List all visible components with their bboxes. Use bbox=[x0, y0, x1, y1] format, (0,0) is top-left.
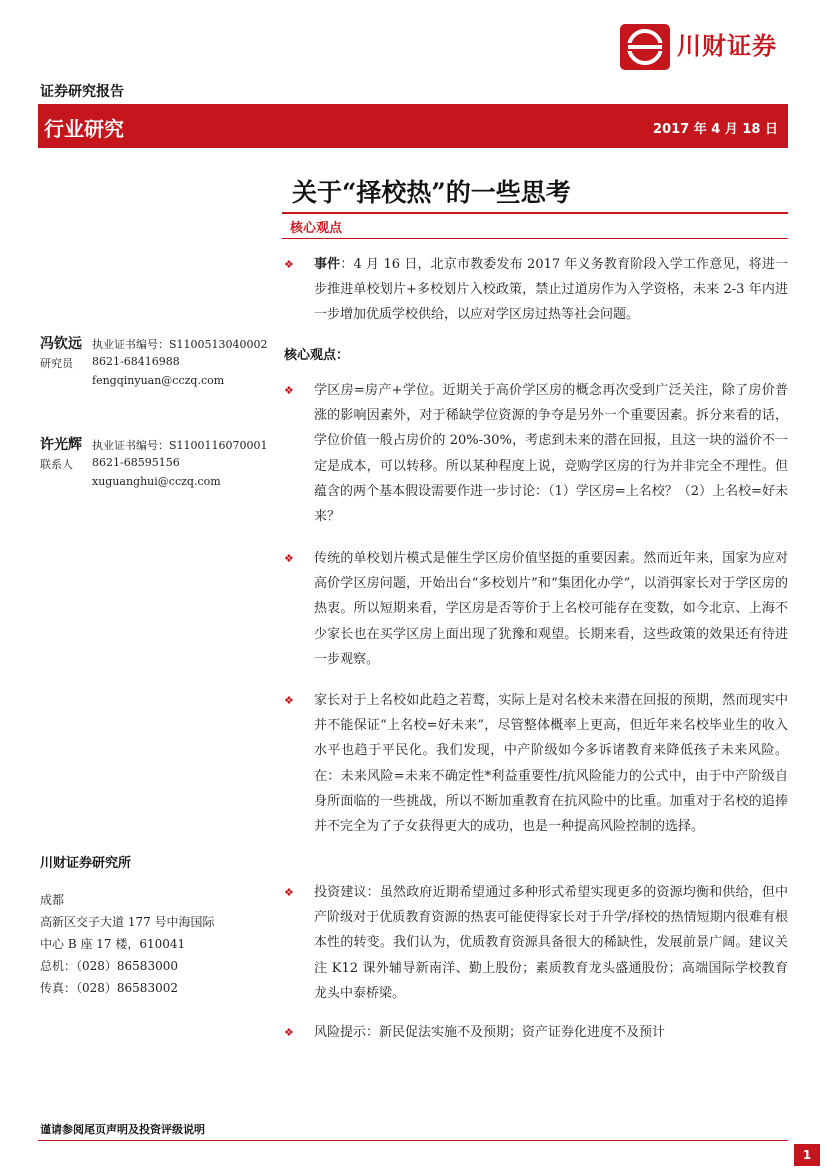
brand-name: 川财证券 bbox=[677, 32, 777, 60]
point-paragraph bbox=[284, 1020, 788, 1045]
report-category: 行业研究 bbox=[44, 117, 124, 141]
institute-address: 高新区交子大道 177 号中海国际 bbox=[40, 915, 215, 929]
point-text: 学区房=房产+学位。近期关于高价学区房的概念再次受到广泛关注，除了房价普涨的影响因素外，对于稀缺学位资源的争夺是另外一个重要因素。拆分来看的话，学位价值一般占房价的 20%-30%，考虑到未来的潜在回报，且这一块的溢价不一定是成本，可以转移。所以某种程度上说，竞购学区房的行为并非完全不理性。但蕴含的两个基本假设需要作进一步讨论：（1）学区房=上名校？（2）上名校=好未来？ bbox=[314, 383, 788, 525]
page-title: 关于“择校热”的一些思考 bbox=[292, 178, 571, 207]
analyst-name: 许光辉 bbox=[40, 437, 82, 453]
point-text: 家长对于上名校如此趋之若鹜，实际上是对名校未来潜在回报的预期，然而现实中并不能保证“上名校=好未来”，尽管整体概率上更高，但近年来名校毕业生的收入水平也趋于平民化。我们发现，中产阶级如今多诉诸教育来降低孩子未来风险。在：未来风险=未来不确定性*利益重要性/抗风险能力的公式中，由于中产阶级自身所面临的一些挑战，所以不断加重教育在抗风险中的比重。加重对于名校的追捧并不完全为了子女获得更大的成功，也是一种提高风险控制的选择。 bbox=[314, 693, 788, 835]
diamond-bullet-icon: ❖ bbox=[284, 886, 294, 899]
analyst-card bbox=[40, 434, 270, 494]
core-divider bbox=[282, 238, 788, 239]
point-text: 风险提示：新民促法实施不及预期；资产证券化进度不及预计 bbox=[314, 1025, 666, 1040]
analyst-license: 执业证书编号：S1100116070001 bbox=[92, 439, 268, 452]
institute-fax: 传真：（028）86583002 bbox=[40, 981, 178, 995]
disclaimer-note[interactable]: 谨请参阅尾页声明及投资评级说明 bbox=[40, 1123, 205, 1136]
diamond-bullet-icon: ❖ bbox=[284, 694, 294, 707]
title-divider bbox=[282, 212, 788, 214]
analyst-phone: 8621-68416988 bbox=[92, 355, 180, 368]
brand-logo-icon bbox=[620, 24, 670, 70]
institute-name: 川财证券研究所 bbox=[40, 856, 132, 871]
event-paragraph bbox=[284, 252, 788, 328]
analyst-phone: 8621-68595156 bbox=[92, 456, 180, 469]
analyst-email[interactable]: xuguanghui@cczq.com bbox=[92, 475, 221, 488]
page-number: 1 bbox=[794, 1144, 820, 1166]
analyst-card bbox=[40, 333, 270, 393]
diamond-bullet-icon: ❖ bbox=[284, 384, 294, 397]
category-bar bbox=[38, 104, 788, 148]
point-paragraph bbox=[284, 546, 788, 672]
analyst-license: 执业证书编号：S1100513040002 bbox=[92, 338, 268, 351]
institute-phone: 总机：（028）86583000 bbox=[40, 959, 178, 973]
analyst-role: 研究员 bbox=[40, 357, 73, 370]
report-type: 证券研究报告 bbox=[40, 84, 124, 100]
core-label: 核心观点 bbox=[290, 221, 343, 236]
institute-city: 成都 bbox=[40, 893, 65, 907]
report-date: 2017 年 4 月 18 日 bbox=[653, 122, 778, 137]
footer-divider bbox=[38, 1140, 788, 1141]
analyst-email[interactable]: fengqinyuan@cczq.com bbox=[92, 374, 225, 387]
event-text: ：4 月 16 日，北京市教委发布 2017 年义务教育阶段入学工作意见，将进一步推进单校划片+多校划片入校政策，禁止过道房作为入学资格，未来 2-3 年内进一步增加优质学校供给，以应对学区房过热等社会问题。 bbox=[314, 257, 788, 323]
core-subheading: 核心观点： bbox=[284, 348, 350, 363]
point-text: 投资建议：虽然政府近期希望通过多种形式希望实现更多的资源均衡和供给，但中产阶级对于优质教育资源的热衷可能使得家长对于升学/择校的热情短期内很难有根本性的转变。我们认为，优质教育资源具备很大的稀缺性，发展前景广阔。建议关注 K12 课外辅导新南洋、勤上股份；素质教育龙头盛通股份；高端国际学校教育龙头中泰桥梁。 bbox=[314, 885, 788, 1001]
diamond-bullet-icon: ❖ bbox=[284, 1026, 294, 1039]
point-paragraph bbox=[284, 880, 788, 1006]
point-text: 传统的单校划片模式是催生学区房价值坚挺的重要因素。然而近年来，国家为应对高价学区房问题，开始出台“多校划片”和“集团化办学”，以消弭家长对于学区房的热衷。所以短期来看，学区房是否等价于上名校可能存在变数，如今北京、上海不少家长也在买学区房上面出现了犹豫和观望。长期来看，这些政策的效果还有待进一步观察。 bbox=[314, 551, 788, 667]
analyst-role: 联系人 bbox=[40, 458, 73, 471]
institute-address: 中心 B 座 17 楼，610041 bbox=[40, 937, 186, 951]
event-lead: 事件 bbox=[314, 257, 341, 272]
point-paragraph bbox=[284, 688, 788, 839]
point-paragraph bbox=[284, 378, 788, 529]
analyst-name: 冯钦远 bbox=[40, 336, 82, 352]
diamond-bullet-icon: ❖ bbox=[284, 552, 294, 565]
diamond-bullet-icon: ❖ bbox=[284, 258, 294, 271]
